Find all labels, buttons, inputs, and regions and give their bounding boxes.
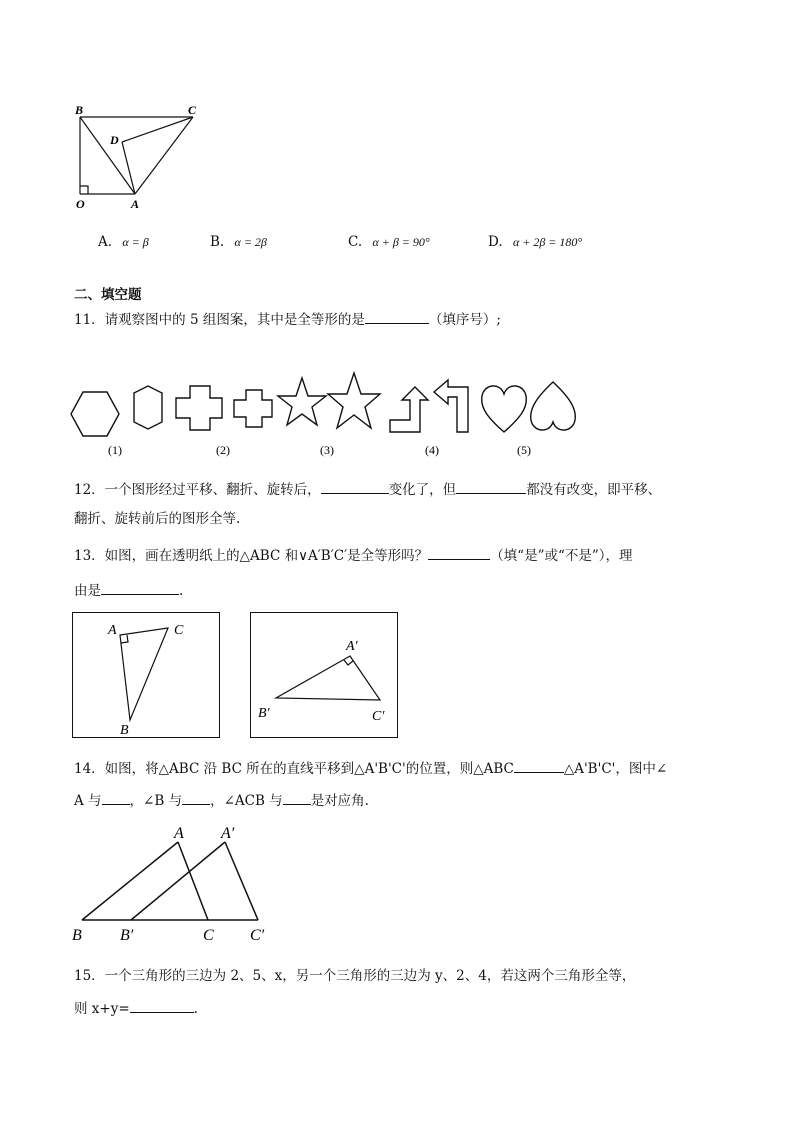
- q14-answer-blank-4[interactable]: [283, 790, 311, 805]
- label-b: B: [72, 927, 82, 944]
- q10-option-d[interactable]: [488, 232, 582, 252]
- q14-text-b: ，∠B 与: [129, 793, 183, 809]
- q13-answer-blank-1[interactable]: [428, 545, 490, 560]
- label-a: A: [108, 623, 117, 638]
- q11-shapes: [68, 370, 588, 465]
- q10-figure: [70, 100, 210, 215]
- label-c: C: [203, 927, 214, 944]
- triangle-a2b2c2: [276, 656, 380, 700]
- q15-prompt: 则 x+y=: [74, 1001, 130, 1017]
- option-math: α = β: [122, 235, 149, 249]
- q14-answer-blank-1[interactable]: [514, 758, 564, 773]
- right-angle-mark: [121, 635, 128, 643]
- label-c: C: [174, 623, 184, 638]
- q15-period: .: [193, 1001, 198, 1017]
- label-a-prime: A′: [221, 825, 235, 842]
- q12-answer-blank-2[interactable]: [456, 479, 526, 494]
- q12-prompt: 12．一个图形经过平移、翻折、旋转后，: [74, 482, 321, 498]
- q12-answer-blank-1[interactable]: [321, 479, 389, 494]
- label-b-prime: B′: [120, 927, 134, 944]
- q14-line-2: [74, 790, 369, 811]
- q12-mid: 变化了，但: [388, 482, 457, 498]
- q14-mid: △A'B'C'，图中∠: [563, 761, 668, 777]
- label-a-prime: A′: [346, 639, 358, 654]
- option-math: α + β = 90°: [372, 235, 430, 249]
- q14-text-d: 是对应角.: [310, 793, 369, 809]
- label-1: (1): [108, 443, 122, 457]
- option-math: α + 2β = 180°: [512, 235, 583, 249]
- label-a: A: [131, 197, 140, 211]
- q10-option-b[interactable]: [210, 232, 267, 252]
- heart-inverted: [531, 382, 576, 430]
- q13-line-1: [74, 545, 633, 566]
- q10-option-a[interactable]: [98, 232, 149, 252]
- q14-text-c: ，∠ACB 与: [210, 793, 283, 809]
- label-c: C: [188, 103, 197, 117]
- label-c-prime: C′: [372, 709, 385, 724]
- q11-prompt-tail: （填序号）;: [428, 312, 501, 328]
- small-star: [278, 378, 326, 425]
- q11-prompt: 11．请观察图中的 5 组图案，其中是全等形的是: [74, 312, 365, 328]
- q14-line-1: [74, 758, 667, 779]
- segment-dc: [122, 117, 193, 142]
- label-b-prime: B′: [258, 706, 270, 721]
- label-b: B: [120, 723, 129, 738]
- label-3: (3): [320, 443, 334, 457]
- q12-line-1: [74, 479, 661, 500]
- label-c-prime: C′: [250, 927, 265, 944]
- segment-ab: [82, 842, 178, 920]
- label-2: (2): [216, 443, 230, 457]
- label-o: O: [76, 197, 85, 211]
- arrow-shape-right: [434, 380, 468, 432]
- segment-ac: [178, 842, 208, 920]
- label-d: D: [110, 133, 119, 147]
- q13-answer-blank-2[interactable]: [101, 580, 179, 595]
- q13-right-triangle-figure: [250, 612, 398, 738]
- segment-da: [122, 142, 135, 194]
- q11-text: [74, 309, 501, 330]
- q14-prompt: 14．如图，将△ABC 沿 BC 所在的直线平移到△A'B'C'的位置，则△ABC: [74, 761, 514, 777]
- q13-reason-label: 由是: [74, 583, 101, 599]
- q15-line-1: 15．一个三角形的三边为 2、5、x，另一个三角形的三边为 y、2、4，若这两个三角形全等，: [74, 968, 636, 984]
- segment-a2b2: [131, 842, 225, 920]
- segment-ba: [80, 117, 135, 194]
- large-hexagon: [71, 392, 119, 436]
- q14-answer-blank-3[interactable]: [182, 790, 210, 805]
- label-4: (4): [425, 443, 439, 457]
- option-letter: D.: [488, 234, 503, 250]
- option-letter: C.: [348, 234, 363, 250]
- label-b: B: [75, 103, 84, 117]
- label-5: (5): [517, 443, 531, 457]
- right-angle-mark: [344, 660, 353, 665]
- option-letter: B.: [210, 234, 225, 250]
- q12-line-2: 翻折、旋转前后的图形全等.: [74, 511, 241, 527]
- section-title: 二、填空题: [74, 287, 142, 303]
- q13-line-2: [74, 580, 183, 601]
- arrow-shape-left: [390, 387, 428, 432]
- small-hexagon: [134, 386, 162, 429]
- segment-a2c2: [225, 842, 258, 920]
- q12-tail: 都没有改变，即平移、: [526, 482, 662, 498]
- option-math: α = 2β: [234, 235, 267, 249]
- label-a: A: [174, 825, 184, 842]
- q14-translation-figure: [70, 820, 290, 948]
- large-cross: [176, 386, 222, 430]
- q11-answer-blank[interactable]: [365, 309, 429, 324]
- q13-prompt: 13．如图，画在透明纸上的△ABC 和∨A′B′C′是全等形吗？: [74, 548, 429, 564]
- q13-left-triangle-figure: [72, 612, 220, 738]
- q13-mid: （填“是”或“不是”），理: [490, 548, 633, 564]
- heart-upright: [482, 386, 527, 432]
- segment-ca: [135, 117, 193, 194]
- large-star: [328, 373, 380, 428]
- q14-answer-blank-2[interactable]: [102, 790, 130, 805]
- q15-line-2: [74, 998, 198, 1019]
- option-letter: A.: [98, 234, 113, 250]
- q13-period: .: [179, 583, 184, 599]
- q10-option-c[interactable]: [348, 232, 430, 252]
- q15-answer-blank[interactable]: [130, 998, 194, 1013]
- right-angle-mark: [80, 186, 88, 194]
- small-cross: [234, 390, 272, 427]
- q14-text-a: A 与: [74, 793, 102, 809]
